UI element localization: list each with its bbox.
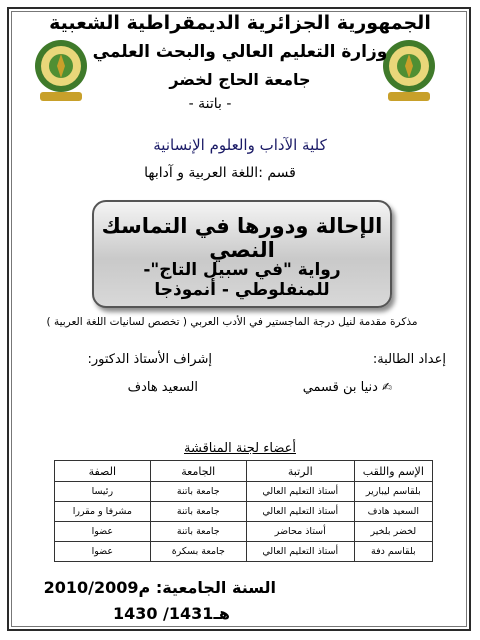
academic-year-gregorian: 2010/2009م (43, 578, 151, 597)
cell-rank: أستاذ التعليم العالي (246, 502, 354, 522)
jury-table (54, 460, 433, 562)
student-name-block (303, 380, 392, 395)
thesis-subtitle: رواية "في سبيل التاج"- للمنفلوطي - أنموذجا (143, 260, 341, 300)
city-heading: - باتنة - (188, 96, 232, 112)
cell-rank: أستاذ التعليم العالي (246, 482, 354, 502)
cell-role: رئيسا (55, 482, 151, 502)
department-name: قسم :اللغة العربية و آدابها (144, 165, 296, 181)
cell-university: جامعة بسكرة (150, 542, 246, 562)
thesis-title: الإحالة ودورها في التماسك النصي (101, 214, 383, 262)
supervisor-name: السعيد هادف (127, 380, 198, 395)
cell-role: عضوا (55, 542, 151, 562)
cell-university: جامعة باتنة (150, 502, 246, 522)
republic-heading: الجمهورية الجزائرية الديمقراطية الشعبية (49, 12, 431, 34)
header-rank: الرتبة (246, 461, 354, 482)
jury-title: أعضاء لجنة المناقشة (184, 441, 296, 456)
university-heading: جامعة الحاج لخضر (169, 70, 311, 89)
cell-name: لخضر بلخير (354, 522, 432, 542)
preparation-label: إعداد الطالبة: (372, 352, 446, 367)
table-row (55, 522, 433, 542)
cell-rank: أستاذ التعليم العالي (246, 542, 354, 562)
student-name: دنيا بن قسمي (302, 380, 378, 395)
cell-university: جامعة باتنة (150, 522, 246, 542)
header-university: الجامعة (150, 461, 246, 482)
table-row (55, 482, 433, 502)
header-name: الإسم واللقب (354, 461, 432, 482)
academic-year-label: السنة الجامعية: (155, 578, 276, 597)
supervision-label: إشراف الأستاذ الدكتور: (87, 352, 212, 367)
cell-role: عضوا (55, 522, 151, 542)
jury-table-header (55, 461, 433, 482)
cell-rank: أستاذ محاضر (246, 522, 354, 542)
pen-icon: ✍ (381, 380, 392, 394)
academic-year (44, 578, 276, 597)
memo-statement: مذكرة مقدمة لنيل درجة الماجستير في الأدب العربي ( تخصص لسانيات اللغة العربية ) (46, 316, 418, 328)
faculty-name: كلية الآداب والعلوم الإنسانية (153, 136, 327, 154)
cell-name: بلقاسم دفة (354, 542, 432, 562)
thesis-title-box (92, 200, 392, 308)
cell-name: السعيد هادف (354, 502, 432, 522)
table-row (55, 542, 433, 562)
header-role: الصفة (55, 461, 151, 482)
table-row (55, 502, 433, 522)
cell-name: بلقاسم ليبارير (354, 482, 432, 502)
cell-role: مشرفا و مقررا (55, 502, 151, 522)
academic-year-hijri: 1430 /1431هـ (112, 604, 230, 623)
ministry-heading: وزارة التعليم العالي والبحث العلمي (92, 42, 388, 62)
cell-university: جامعة باتنة (150, 482, 246, 502)
